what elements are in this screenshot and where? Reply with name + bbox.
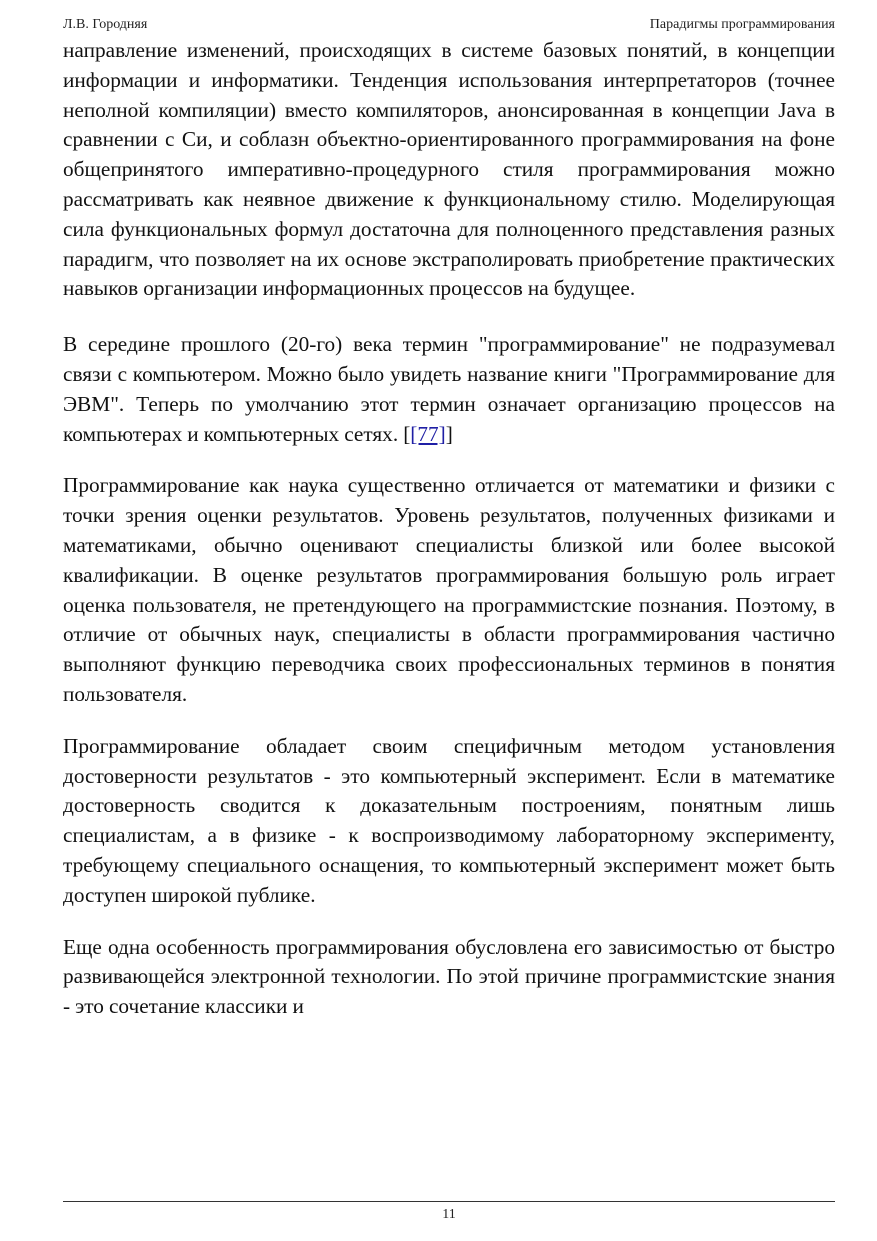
paragraph-4-text: Программирование обладает своим специфичным методом установления достоверности результатов - это компьютерный эксперимент. Если в математике достоверность сводится к доказательным построениям, понятным лишь специалистам, а в физике - к воспроизводимому лабораторному эксперименту, требующему специального оснащения, то компьютерный эксперимент может быть доступен широкой публике.	[63, 733, 835, 907]
reference-open-bracket: [	[403, 421, 411, 446]
footer-divider	[63, 1201, 835, 1202]
paragraph-2-text: В середине прошлого (20-го) века термин "программирование" не подразумевал связи с компьютером. Можно было увидеть название книги "Программирование для ЭВМ". Теперь по умолчанию этот термин означает организацию процессов на компьютерах и компьютерных сетях.	[63, 332, 835, 446]
paragraph-1	[63, 36, 835, 304]
paragraph-5-text: Еще одна особенность программирования обусловлена его зависимостью от быстро развивающейся электронной технологии. По этой причине программистские знания - это сочетание классики и	[63, 934, 835, 1019]
page-number: 11	[442, 1207, 456, 1222]
header-title: Парадигмы программирования	[649, 17, 835, 32]
header-author: Л.В. Городняя	[63, 17, 148, 32]
paragraph-3-text: Программирование как наука существенно отличается от математики и физики с точки зрения оценки результатов. Уровень результатов, полученных физиками и математиками, обычно оценивают специалисты близкой или более высокой квалификации. В оценке результатов программирования большую роль играет оценка пользователя, не претендующего на программистские познания. Поэтому, в отличие от обычных наук, специалисты в области программирования частично выполняют функцию переводчика своих профессиональных терминов в понятия пользователя.	[63, 473, 835, 706]
running-header	[63, 16, 835, 34]
page-body	[63, 36, 835, 1044]
paragraph-4	[63, 732, 835, 911]
reference-link-77[interactable]: [77]	[410, 421, 446, 446]
paragraph-1-text: направление изменений, происходящих в системе базовых понятий, в концепции информации и информатики. Тенденция использования интерпретаторов (точнее неполной компиляции) вместо компиляторов, анонсированная в концепции Java в сравнении с Си, и соблазн объектно-ориентированного программирования на фоне общепринятого императивно-процедурного стиля программирования можно рассматривать как неявное движение к функциональному стилю. Моделирующая сила функциональных формул достаточна для полноценного представления разных парадигм, что позволяет на их основе экстраполировать приобретение практических навыков организации информационных процессов на будущее.	[63, 38, 835, 301]
paragraph-5	[63, 933, 835, 1022]
paragraph-3	[63, 471, 835, 709]
paragraph-2	[63, 330, 835, 449]
reference-close-bracket: ]	[445, 421, 453, 446]
